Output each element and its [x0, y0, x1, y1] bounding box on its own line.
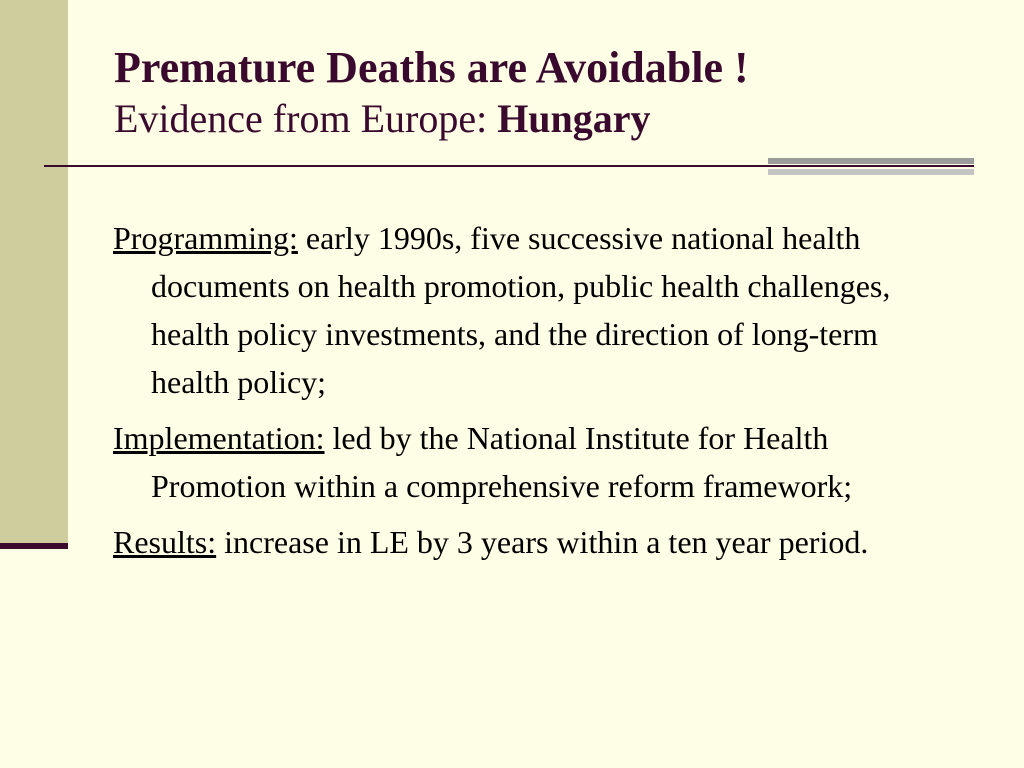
subtitle-prefix: Evidence from Europe: [114, 96, 498, 141]
paragraph-lead: Implementation: [113, 420, 325, 456]
side-bar-decoration [0, 0, 68, 546]
slide-subtitle [114, 94, 994, 144]
subtitle-emphasis: Hungary [497, 96, 651, 141]
paragraph-implementation [113, 414, 963, 510]
paragraph-lead: Results: [113, 524, 217, 560]
paragraph-text: early 1990s, five successive national health documents on health promotion, public health challenges, health policy investments, and the direction of long-term health policy; [151, 220, 891, 400]
paragraph-programming [113, 214, 963, 406]
paragraph-text: led by the National Institute for Health Promotion within a comprehensive reform framework; [151, 420, 853, 504]
accent-stripe-dark [768, 158, 974, 164]
slide-title: Premature Deaths are Avoidable ! [114, 43, 749, 92]
paragraph-results [113, 518, 963, 566]
side-bar-accent-line [0, 543, 68, 549]
slide-body [113, 214, 963, 574]
paragraph-text: increase in LE by 3 years within a ten year period. [216, 524, 869, 560]
slide-title-block [114, 42, 994, 144]
paragraph-lead: Programming: [113, 220, 298, 256]
accent-stripe-light [768, 169, 974, 175]
title-divider-accent [768, 158, 974, 180]
